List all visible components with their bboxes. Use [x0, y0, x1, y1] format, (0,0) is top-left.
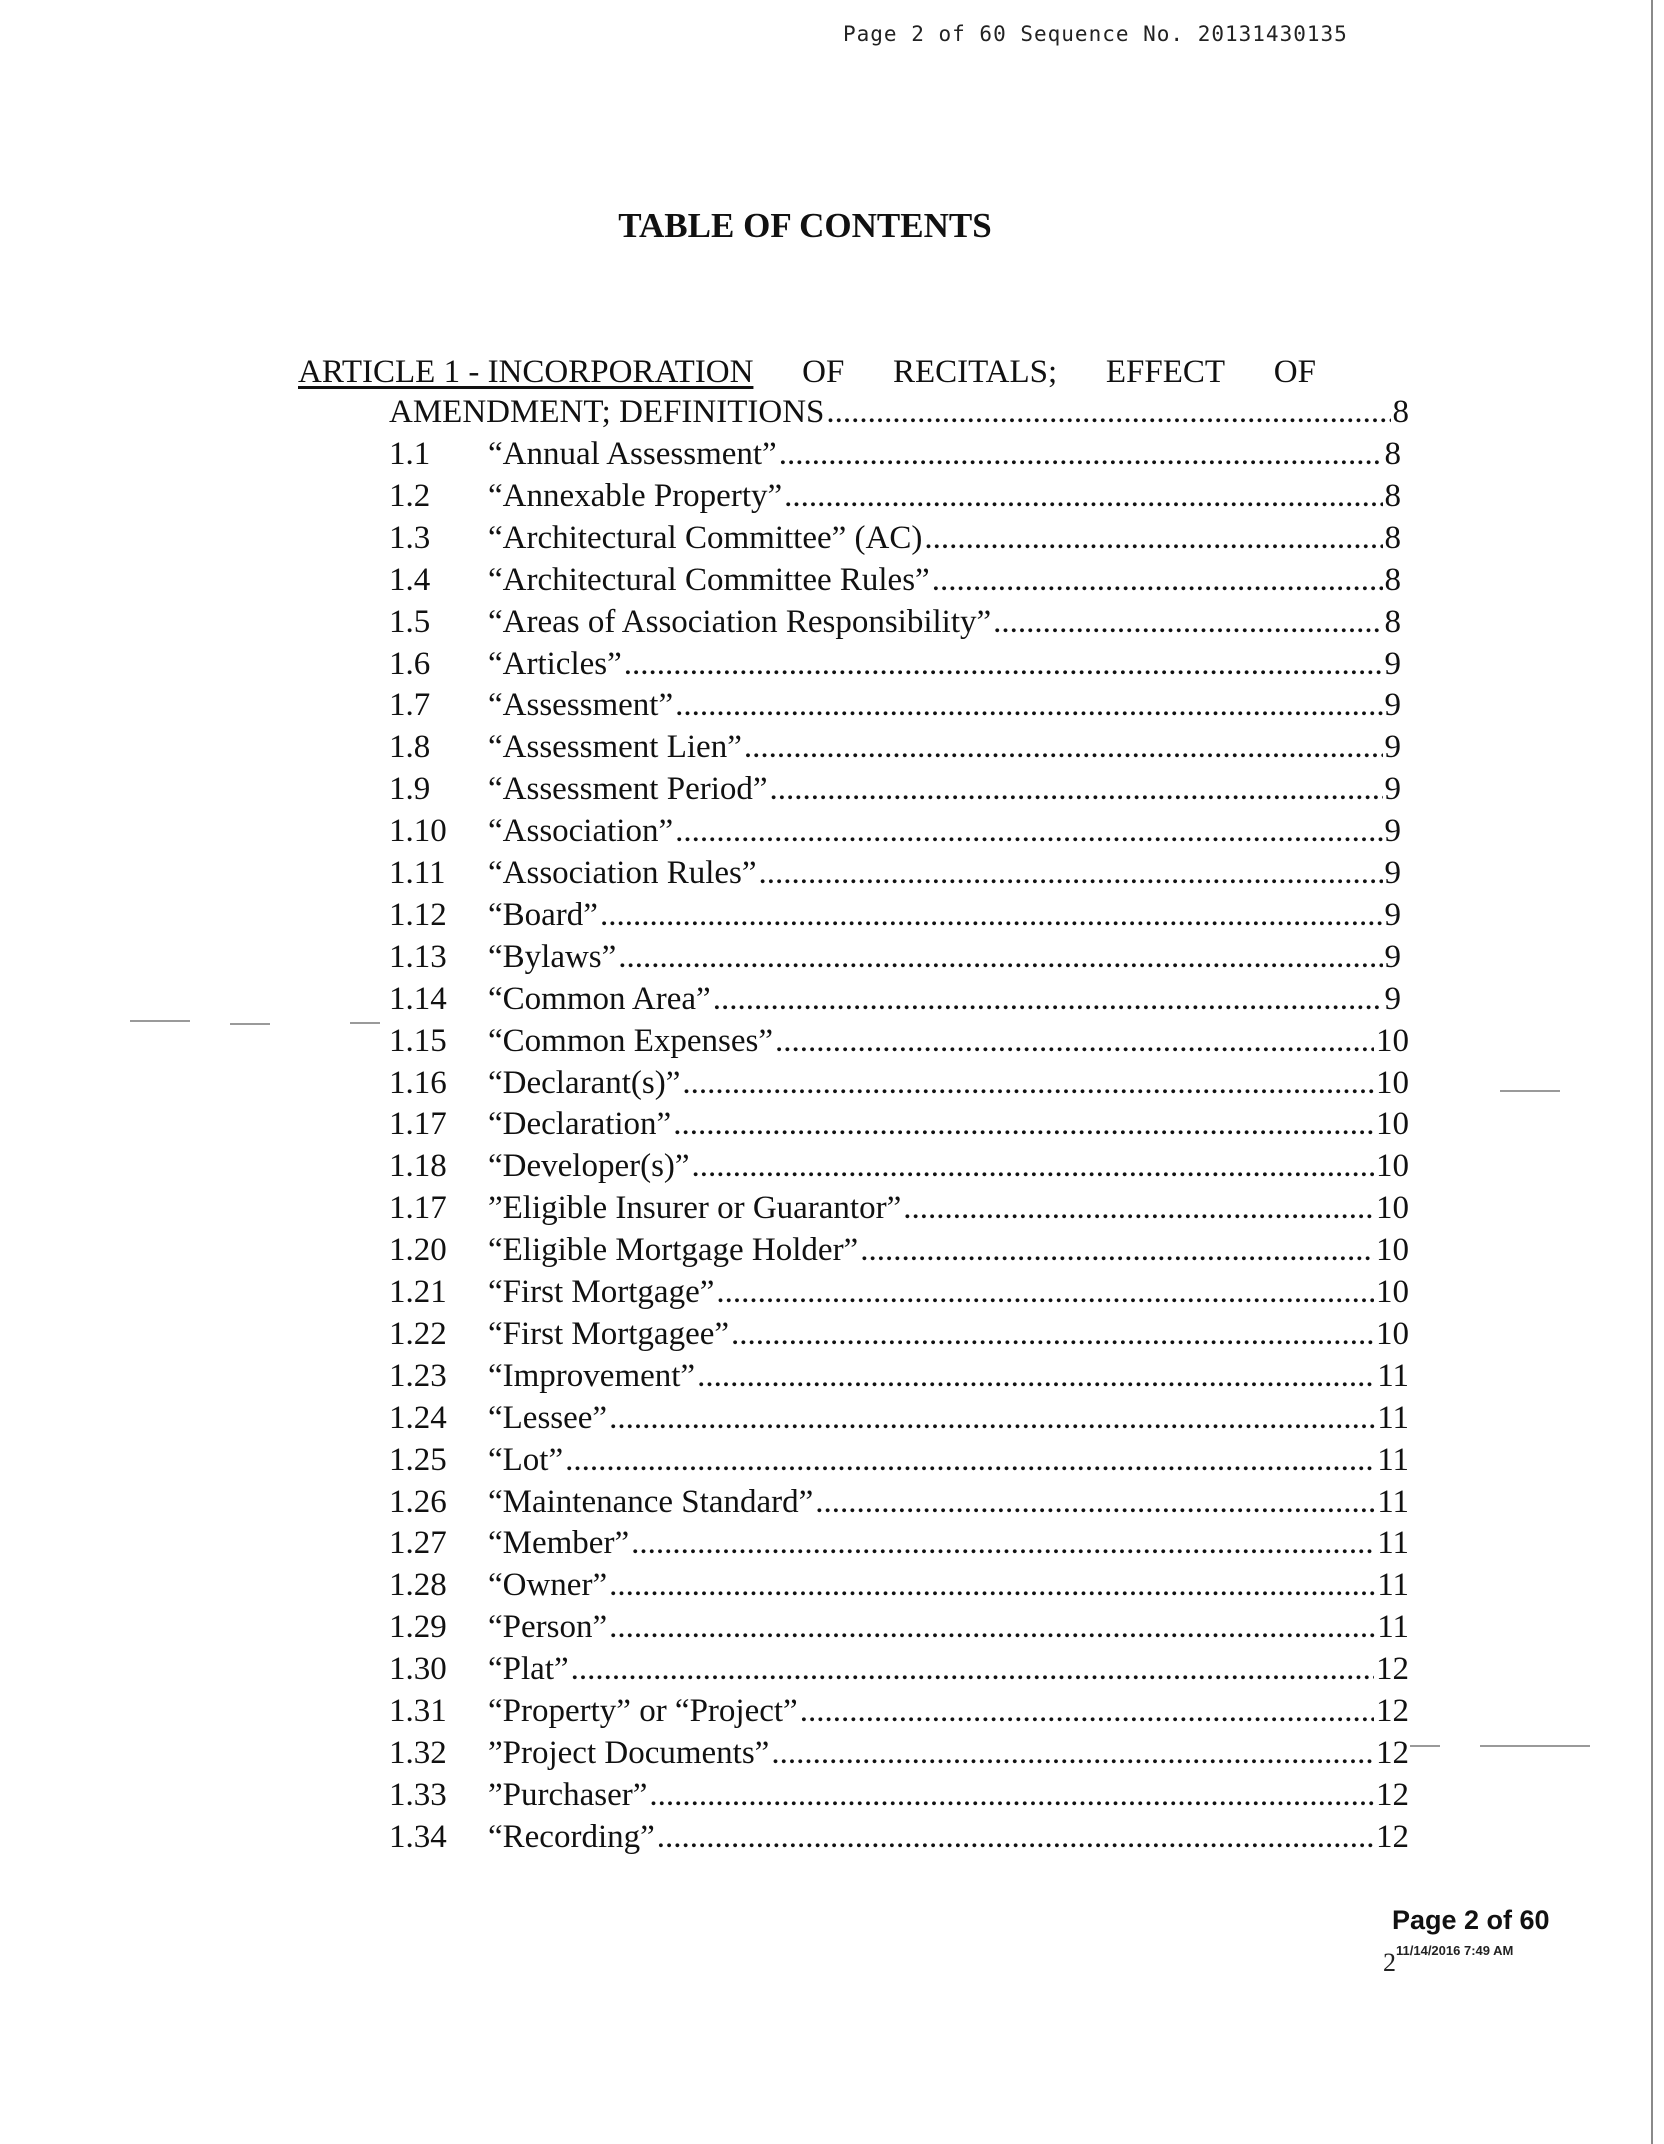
- toc-entry-page-number: 9: [1384, 980, 1401, 1017]
- toc-entry-number: 1.17: [389, 1106, 447, 1143]
- toc-entry-page-number: 10: [1376, 1022, 1409, 1059]
- toc-entry-number: 1.10: [389, 813, 447, 850]
- toc-entry-number: 1.30: [389, 1651, 447, 1688]
- toc-entry-number: 1.33: [389, 1776, 447, 1813]
- toc-entry: [389, 478, 1401, 520]
- dot-leader: [771, 1735, 1374, 1772]
- dot-leader: [657, 1819, 1374, 1856]
- toc-entry-label: “Person”: [488, 1609, 608, 1646]
- toc-entry-page-number: 9: [1384, 896, 1401, 933]
- scan-artifact: [130, 1020, 190, 1022]
- toc-entry-label: “Declarant(s)”: [488, 1064, 681, 1101]
- toc-entry: [389, 813, 1401, 855]
- toc-entry: [389, 646, 1401, 688]
- toc-entry-page-number: 8: [1384, 477, 1401, 514]
- scan-artifact: [350, 1022, 380, 1024]
- toc-entry-page-number: 11: [1377, 1357, 1409, 1394]
- page-title: TABLE OF CONTENTS: [618, 206, 992, 245]
- toc-entry-number: 1.17: [389, 1190, 447, 1227]
- toc-entry-label: ”Purchaser”: [488, 1776, 648, 1813]
- dot-leader: [775, 1023, 1374, 1060]
- dot-leader: [903, 1190, 1374, 1227]
- toc-entry: [389, 1442, 1409, 1484]
- dot-leader: [784, 478, 1382, 515]
- toc-entry-number: 1.24: [389, 1399, 447, 1436]
- toc-entry-label: “Architectural Committee Rules”: [488, 561, 930, 598]
- toc-entry-label: “Plat”: [488, 1651, 569, 1688]
- toc-entry-number: 1.7: [389, 687, 431, 724]
- dot-leader: [571, 1651, 1374, 1688]
- toc-entry: [389, 1693, 1409, 1735]
- toc-entry-label: “Association”: [488, 813, 674, 850]
- toc-entry-page-number: 12: [1376, 1776, 1409, 1813]
- toc-entry-page-number: 11: [1377, 1399, 1409, 1436]
- page-header: Page 2 of 60 Sequence No. 20131430135: [843, 22, 1348, 46]
- toc-entry-page-number: 11: [1377, 1609, 1409, 1646]
- dot-leader: [609, 1609, 1375, 1646]
- toc-entry-label: ”Eligible Insurer or Guarantor”: [488, 1190, 902, 1227]
- toc-entry-page-number: 12: [1376, 1651, 1409, 1688]
- toc-entry: [389, 604, 1401, 646]
- toc-entry-page-number: 8: [1384, 436, 1401, 472]
- toc-entry: [389, 687, 1401, 729]
- toc-entry-label: “Board”: [488, 896, 598, 933]
- dot-leader: [716, 1274, 1374, 1311]
- toc-entry-number: 1.21: [389, 1274, 447, 1310]
- article-heading-continuation: [389, 394, 1409, 436]
- dot-leader: [779, 436, 1383, 473]
- toc-entry-label: “Assessment”: [488, 687, 674, 724]
- dot-leader: [675, 687, 1382, 724]
- dot-leader: [744, 729, 1383, 766]
- article-heading-word: OF: [802, 354, 845, 390]
- toc-entry-label: “Association Rules”: [488, 855, 757, 891]
- toc-entry: [389, 1400, 1409, 1442]
- toc-entry-number: 1.5: [389, 603, 431, 640]
- toc-entry-label: “Declaration”: [488, 1106, 672, 1143]
- footer-timestamp: 11/14/2016 7:49 AM: [1396, 1943, 1514, 1958]
- scan-artifact: [1480, 1745, 1590, 1747]
- toc-entry-number: 1.29: [389, 1609, 447, 1646]
- dot-leader: [731, 1316, 1374, 1353]
- toc-entry-page-number: 9: [1384, 645, 1401, 682]
- toc-entry-page-number: 9: [1384, 813, 1401, 850]
- dot-leader: [565, 1442, 1375, 1479]
- toc-entry-label: “Annual Assessment”: [488, 436, 777, 472]
- toc-entry-number: 1.3: [389, 519, 431, 556]
- dot-leader: [624, 646, 1383, 683]
- dot-leader: [815, 1484, 1375, 1521]
- article-heading-word: ARTICLE 1 - INCORPORATION: [298, 354, 754, 390]
- toc-entry-number: 1.2: [389, 477, 431, 514]
- dot-leader: [860, 1232, 1374, 1269]
- toc-entry-label: “Common Area”: [488, 980, 711, 1017]
- toc-entry: [389, 520, 1401, 562]
- toc-entry-label: “Owner”: [488, 1567, 608, 1604]
- dot-leader: [618, 939, 1382, 976]
- toc-entry-page-number: 10: [1376, 1064, 1409, 1101]
- toc-entry: [389, 1316, 1409, 1358]
- toc-entry-label: “Annexable Property”: [488, 477, 783, 514]
- scan-artifact: [230, 1023, 270, 1025]
- toc-entry-page-number: 8: [1384, 561, 1401, 598]
- dot-leader: [924, 520, 1382, 557]
- toc-entry: [389, 1023, 1409, 1065]
- toc-entry-number: 1.34: [389, 1818, 447, 1855]
- toc-entry-page-number: 9: [1384, 855, 1401, 891]
- scan-artifact: [1410, 1745, 1440, 1747]
- toc-entry-number: 1.28: [389, 1567, 447, 1604]
- dot-leader: [609, 1400, 1375, 1437]
- dot-leader: [609, 1567, 1375, 1604]
- toc-entry: [389, 562, 1401, 604]
- toc-entry: [389, 1106, 1409, 1148]
- toc-entry: [389, 1484, 1409, 1526]
- toc-entry-label: “Developer(s)”: [488, 1148, 690, 1185]
- toc-entry-page-number: 10: [1376, 1106, 1409, 1143]
- page-edge-line: [1651, 0, 1653, 2144]
- toc-entry: [389, 897, 1401, 939]
- dot-leader: [675, 813, 1382, 850]
- toc-entry: [389, 1065, 1409, 1107]
- toc-entry-label: “Recording”: [488, 1818, 655, 1855]
- toc-entry: [389, 939, 1401, 981]
- toc-entry-page-number: 9: [1384, 938, 1401, 975]
- toc-entry: [389, 771, 1401, 813]
- toc-entry-number: 1.22: [389, 1315, 447, 1352]
- dot-leader: [932, 562, 1383, 599]
- dot-leader: [826, 394, 1390, 431]
- toc-entry-page-number: 11: [1377, 1567, 1409, 1604]
- toc-entry-label: ”Project Documents”: [488, 1734, 770, 1771]
- toc-entry: [389, 1651, 1409, 1693]
- dot-leader: [713, 981, 1383, 1018]
- dot-leader: [692, 1148, 1374, 1185]
- toc-entry: [389, 1148, 1409, 1190]
- toc-entry-page-number: 8: [1384, 603, 1401, 640]
- toc-entry-number: 1.32: [389, 1734, 447, 1771]
- toc-entry-label: “Articles”: [488, 645, 622, 682]
- toc-entry: [389, 1525, 1409, 1567]
- toc-entry-number: 1.6: [389, 645, 431, 682]
- toc-entry: [389, 981, 1401, 1023]
- dot-leader: [649, 1777, 1374, 1814]
- toc-entry-label: “Areas of Association Responsibility”: [488, 603, 992, 640]
- toc-entry: [389, 1777, 1409, 1819]
- toc-entry-page-number: 9: [1384, 771, 1401, 808]
- toc-entry-page-number: 12: [1376, 1734, 1409, 1771]
- toc-entry-page-number: 10: [1376, 1274, 1409, 1310]
- toc-entry-number: 1.26: [389, 1483, 447, 1520]
- toc-entry-number: 1.31: [389, 1693, 447, 1729]
- toc-entry-number: 1.20: [389, 1232, 447, 1269]
- toc-entry-page-number: 10: [1376, 1232, 1409, 1269]
- dot-leader: [631, 1525, 1375, 1562]
- toc-entry: [389, 1567, 1409, 1609]
- toc-entry-page-number: 10: [1376, 1190, 1409, 1227]
- toc-entry-label: “Assessment Lien”: [488, 729, 742, 766]
- toc-entry-page-number: 10: [1376, 1315, 1409, 1352]
- toc-entry-label: “Maintenance Standard”: [488, 1483, 814, 1520]
- article-heading-word: OF: [1273, 354, 1316, 390]
- toc-entry-number: 1.4: [389, 561, 431, 598]
- toc-entry: [389, 855, 1401, 897]
- toc-entry-label: “Lot”: [488, 1441, 564, 1478]
- toc-entry-number: 1.13: [389, 938, 447, 975]
- scan-artifact: [1500, 1090, 1560, 1092]
- toc-entry-number: 1.12: [389, 896, 447, 933]
- dot-leader: [600, 897, 1383, 934]
- dot-leader: [759, 855, 1383, 892]
- toc-entry-label: “Bylaws”: [488, 938, 617, 975]
- toc-entry-page-number: 11: [1377, 1441, 1409, 1478]
- article-heading-word: RECITALS;: [893, 354, 1058, 390]
- toc-entry-label: “Lessee”: [488, 1399, 608, 1436]
- toc-entry-number: 1.18: [389, 1148, 447, 1185]
- dot-leader: [673, 1106, 1374, 1143]
- toc-entry-label: “Common Expenses”: [488, 1022, 774, 1059]
- toc-entry-label: “First Mortgagee”: [488, 1315, 730, 1352]
- toc-entry-number: 1.1: [389, 436, 431, 472]
- footer-page-label: Page 2 of 60: [1392, 1905, 1550, 1935]
- toc-entry-number: 1.23: [389, 1357, 447, 1394]
- dot-leader: [800, 1693, 1374, 1730]
- toc-entry-page-number: 9: [1384, 687, 1401, 724]
- toc-entry-number: 1.27: [389, 1525, 447, 1562]
- dot-leader: [993, 604, 1382, 641]
- toc-entry-label: “Assessment Period”: [488, 771, 768, 808]
- toc-entry-number: 1.9: [389, 771, 431, 808]
- article-heading: [298, 354, 1316, 391]
- toc-entry-number: 1.25: [389, 1441, 447, 1478]
- dot-leader: [682, 1065, 1374, 1102]
- toc-entry-number: 1.15: [389, 1022, 447, 1059]
- article-heading-word: EFFECT: [1105, 354, 1226, 390]
- toc-entry: [389, 1819, 1409, 1861]
- toc-entry-page-number: 9: [1384, 729, 1401, 766]
- toc-entry-number: 1.8: [389, 729, 431, 766]
- toc-entry: [389, 1735, 1409, 1777]
- toc-entry-page-number: 10: [1376, 1148, 1409, 1185]
- article-heading-line2: AMENDMENT; DEFINITIONS: [389, 394, 825, 430]
- toc-entry-number: 1.16: [389, 1064, 447, 1101]
- toc-entry-page-number: 11: [1377, 1525, 1409, 1562]
- article-page-number: 8: [1392, 394, 1409, 430]
- toc-entry-page-number: 8: [1384, 519, 1401, 556]
- toc-entry-page-number: 12: [1376, 1818, 1409, 1855]
- toc-entry: [389, 729, 1401, 771]
- dot-leader: [770, 771, 1383, 808]
- toc-entry-label: “Improvement”: [488, 1357, 696, 1394]
- toc-entry: [389, 1609, 1409, 1651]
- toc-entry-label: “Member”: [488, 1525, 630, 1562]
- toc-entry-number: 1.11: [389, 855, 446, 891]
- toc-entry: [389, 1358, 1409, 1400]
- toc-entry-page-number: 12: [1376, 1693, 1409, 1729]
- toc-entry-label: “Eligible Mortgage Holder”: [488, 1232, 859, 1269]
- toc-entry: [389, 1274, 1409, 1316]
- toc-entry-label: “Property” or “Project”: [488, 1693, 798, 1729]
- toc-entry-label: “Architectural Committee” (AC): [488, 519, 923, 556]
- toc-entry-label: “First Mortgage”: [488, 1274, 715, 1310]
- toc-entry: [389, 436, 1401, 478]
- toc-entry: [389, 1232, 1409, 1274]
- toc-entry: [389, 1190, 1409, 1232]
- toc-entry-page-number: 11: [1377, 1483, 1409, 1520]
- toc-entry-number: 1.14: [389, 980, 447, 1017]
- footer-page-number: 2: [1383, 1948, 1396, 1977]
- dot-leader: [697, 1358, 1375, 1395]
